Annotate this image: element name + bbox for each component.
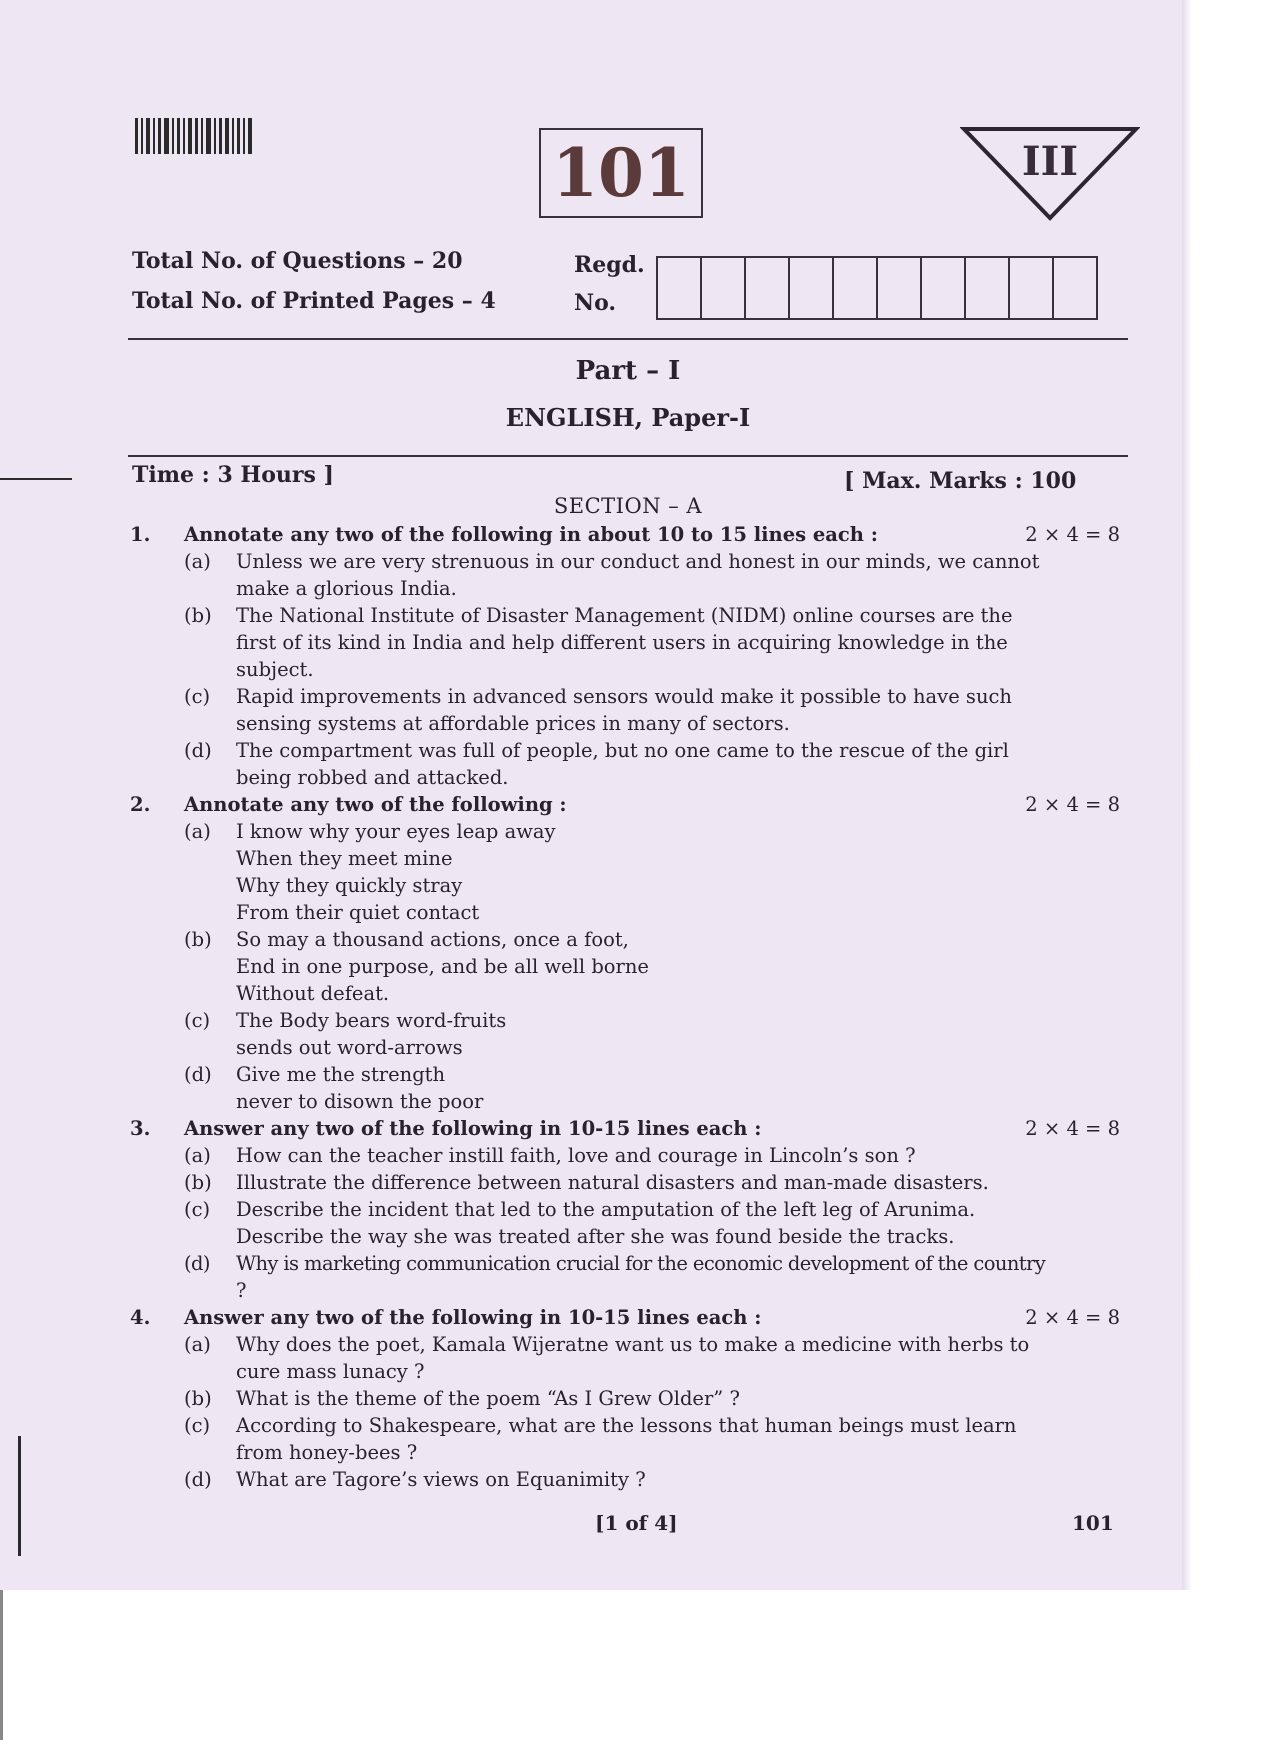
question-prompt <box>128 1304 1128 1331</box>
item-label: (d) <box>184 1063 212 1086</box>
verse-line: From their quiet contact <box>236 901 480 924</box>
question-number: 3. <box>130 1117 151 1140</box>
questions-list <box>128 521 1128 1493</box>
question-text: Answer any two of the following in 10-15 lines each : <box>184 1306 762 1329</box>
item-label: (a) <box>184 1333 211 1356</box>
question-marks: 2 × 4 = 8 <box>1025 1117 1120 1140</box>
verse-line: never to disown the poor <box>236 1090 484 1113</box>
item-text: How can the teacher instill faith, love and courage in Lincoln’s son ? <box>236 1144 916 1167</box>
regd-digit-box[interactable] <box>1010 258 1054 318</box>
scan-edge-mark <box>18 1436 21 1556</box>
verse-line: sends out word-arrows <box>236 1036 463 1059</box>
item-text: The National Institute of Disaster Management (NIDM) online courses are the first of its kind in India and help different users in acquiring knowledge in the subject. <box>236 604 1013 681</box>
question-item <box>128 1331 1128 1385</box>
question-item <box>128 548 1128 602</box>
verse-line: End in one purpose, and be all well borne <box>236 955 649 978</box>
question-number: 1. <box>130 523 151 546</box>
item-text: What are Tagore’s views on Equanimity ? <box>236 1468 646 1491</box>
paper-code: 101 <box>552 134 690 212</box>
exam-time: Time : 3 Hours ] <box>132 462 334 488</box>
scan-edge-mark <box>0 478 72 480</box>
question-marks: 2 × 4 = 8 <box>1025 523 1120 546</box>
question-item <box>128 818 1128 926</box>
total-pages: Total No. of Printed Pages – 4 <box>132 288 496 314</box>
item-label: (b) <box>184 928 212 951</box>
verse-line: Why they quickly stray <box>236 874 463 897</box>
no-label: No. <box>574 290 617 316</box>
scan-shadow <box>1182 0 1192 1590</box>
question-item <box>128 1196 1128 1250</box>
item-text: According to Shakespeare, what are the lessons that human beings must learn from honey-bees ? <box>236 1414 1017 1464</box>
question-item <box>128 1169 1128 1196</box>
question-marks: 2 × 4 = 8 <box>1025 1306 1120 1329</box>
item-label: (d) <box>184 1468 212 1491</box>
regd-digit-box[interactable] <box>790 258 834 318</box>
question-item <box>128 1007 1128 1061</box>
item-label: (a) <box>184 1144 211 1167</box>
question-marks: 2 × 4 = 8 <box>1025 793 1120 816</box>
question-item <box>128 602 1128 683</box>
item-label: (c) <box>184 1009 211 1032</box>
item-label: (c) <box>184 1414 211 1437</box>
question <box>128 791 1128 1115</box>
question-text: Annotate any two of the following : <box>184 793 567 816</box>
barcode <box>135 118 252 154</box>
question-item <box>128 1061 1128 1115</box>
item-text: Rapid improvements in advanced sensors would make it possible to have such sensing systems at affordable prices in many of sectors. <box>236 685 1012 735</box>
question-item <box>128 1142 1128 1169</box>
item-label: (a) <box>184 550 211 573</box>
item-label: (b) <box>184 1387 212 1410</box>
item-text: The compartment was full of people, but no one came to the rescue of the girl being robbed and attacked. <box>236 739 1009 789</box>
question-prompt <box>128 1115 1128 1142</box>
question-item <box>128 926 1128 1007</box>
regd-digit-box[interactable] <box>1054 258 1098 318</box>
regd-digit-box[interactable] <box>702 258 746 318</box>
item-label: (a) <box>184 820 211 843</box>
series-label: III <box>1021 138 1079 185</box>
item-label: (d) <box>184 739 212 762</box>
question-text: Annotate any two of the following in about 10 to 15 lines each : <box>184 523 878 546</box>
regd-digit-box[interactable] <box>966 258 1010 318</box>
part-title: Part – I <box>575 356 681 386</box>
question-number: 2. <box>130 793 151 816</box>
regd-label: Regd. <box>574 252 645 278</box>
verse-line: Without defeat. <box>236 982 390 1005</box>
regd-digit-box[interactable] <box>922 258 966 318</box>
regd-digit-box[interactable] <box>878 258 922 318</box>
item-label: (d) <box>184 1252 210 1275</box>
question-item <box>128 1412 1128 1466</box>
item-label: (b) <box>184 1171 212 1194</box>
question <box>128 1304 1128 1493</box>
question-number: 4. <box>130 1306 151 1329</box>
registration-number-boxes[interactable] <box>656 256 1098 320</box>
question <box>128 1115 1128 1304</box>
question-item <box>128 1466 1128 1493</box>
item-label: (c) <box>184 685 211 708</box>
question-item <box>128 1250 1128 1304</box>
scan-edge-mark <box>0 1590 3 1740</box>
total-questions: Total No. of Questions – 20 <box>132 248 463 274</box>
question-prompt <box>128 521 1128 548</box>
verse-line: Give me the strength <box>236 1063 446 1086</box>
item-label: (c) <box>184 1198 211 1221</box>
header-divider <box>128 338 1128 340</box>
regd-digit-box[interactable] <box>746 258 790 318</box>
title-divider <box>128 455 1128 457</box>
series-badge <box>960 126 1140 221</box>
question <box>128 521 1128 791</box>
item-text: Illustrate the difference between natural disasters and man-made disasters. <box>236 1171 989 1194</box>
verse-line: I know why your eyes leap away <box>236 820 556 843</box>
verse-line: When they meet mine <box>236 847 453 870</box>
item-text: Unless we are very strenuous in our conduct and honest in our minds, we cannot make a glorious India. <box>236 550 1040 600</box>
item-text: What is the theme of the poem “As I Grew Older” ? <box>236 1387 740 1410</box>
question-item <box>128 1385 1128 1412</box>
regd-digit-box[interactable] <box>834 258 878 318</box>
page-number: [1 of 4] <box>595 1511 678 1535</box>
verse-line: So may a thousand actions, once a foot, <box>236 928 629 951</box>
regd-digit-box[interactable] <box>658 258 702 318</box>
question-text: Answer any two of the following in 10-15 lines each : <box>184 1117 762 1140</box>
item-text: Why does the poet, Kamala Wijeratne want us to make a medicine with herbs to cure mass lunacy ? <box>236 1333 1030 1383</box>
item-text: Why is marketing communication crucial for the economic development of the country ? <box>236 1252 1046 1302</box>
question-item <box>128 737 1128 791</box>
footer-paper-code: 101 <box>1072 1511 1114 1535</box>
max-marks: [ Max. Marks : 100 <box>844 468 1077 494</box>
item-label: (b) <box>184 604 212 627</box>
item-text: Describe the incident that led to the amputation of the left leg of Arunima. Describe the way she was treated after she was found beside the tracks. <box>236 1198 976 1248</box>
section-title: SECTION – A <box>553 494 703 518</box>
paper-title: ENGLISH, Paper-I <box>505 403 751 432</box>
question-prompt <box>128 791 1128 818</box>
paper-code-box <box>539 128 703 218</box>
verse-line: The Body bears word-fruits <box>236 1009 507 1032</box>
question-item <box>128 683 1128 737</box>
